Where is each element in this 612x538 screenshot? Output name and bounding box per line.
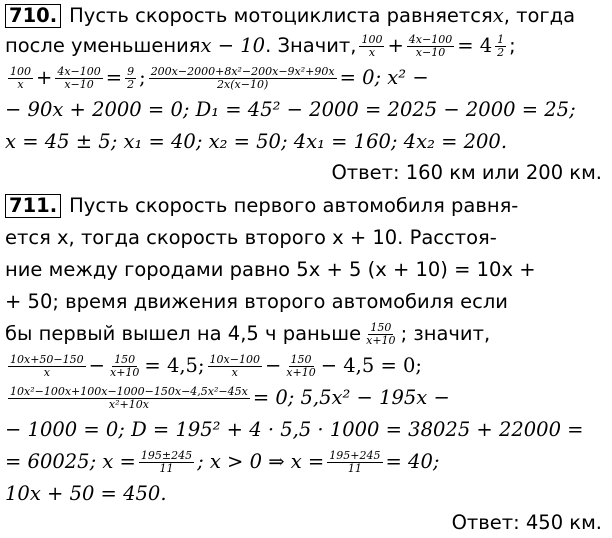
op: = 4 bbox=[457, 34, 493, 57]
text: ; bbox=[509, 34, 516, 57]
op: ; bbox=[139, 66, 146, 89]
expr: = 40; bbox=[385, 450, 440, 473]
fraction: $\frac{\text{200x−2000+8x²−200x−9x²+90x}}{2x(x-10)}$ bbox=[150, 64, 335, 91]
p711-line-5 bbox=[5, 320, 490, 348]
fraction: $\frac{100}{x}$ bbox=[10, 64, 31, 91]
problem-number-711: 711. bbox=[5, 194, 61, 218]
text: бы первый вышел на 4,5 ч раньше bbox=[5, 322, 362, 345]
op: = bbox=[105, 66, 123, 89]
op: − bbox=[88, 354, 105, 377]
op: − bbox=[264, 354, 282, 377]
p711-line-3: ние между городами равно 5x + 5 (x + 10) = 10x + bbox=[5, 258, 536, 281]
fraction: $\frac{195+245}{11}$ bbox=[329, 448, 381, 475]
text: . Значит, bbox=[265, 34, 357, 57]
p711-line-1 bbox=[5, 192, 518, 220]
expr: x − 10 bbox=[200, 34, 266, 57]
p711-line-9 bbox=[5, 448, 439, 476]
p711-line-4: + 50; время движения второго автомобиля если bbox=[5, 290, 508, 313]
fraction: $\frac{150}{x+10}$ bbox=[366, 320, 396, 347]
op: − 4,5 = 0; bbox=[320, 354, 422, 377]
op: + bbox=[387, 34, 404, 57]
p710-line-1 bbox=[5, 2, 575, 30]
expr: ; x > 0 ⇒ x = bbox=[197, 450, 325, 473]
p711-line-8: − 1000 = 0; D = 195² + 4 · 5,5 · 1000 = 38025 + 22000 = bbox=[5, 418, 584, 441]
problem-number-710: 710. bbox=[5, 4, 61, 28]
p710-line-3 bbox=[5, 64, 429, 92]
p711-line-7 bbox=[5, 384, 450, 412]
p711-line-2: ется x, тогда скорость второго x + 10. Расстоя- bbox=[5, 226, 497, 249]
op: = 4,5; bbox=[144, 354, 205, 377]
p710-line-2 bbox=[5, 32, 516, 60]
text: Пусть скорость мотоциклиста равняется bbox=[69, 4, 493, 27]
p710-line-5: x = 45 ± 5; x₁ = 40; x₂ = 50; 4x₁ = 160; 4x₂ = 200. bbox=[5, 130, 508, 153]
answer-710: Ответ: 160 км или 200 км. bbox=[331, 161, 602, 184]
p710-line-4: − 90x + 2000 = 0; D₁ = 45² − 2000 = 2025 − 2000 = 25; bbox=[5, 98, 576, 121]
fraction: $\frac{1}{2}$ bbox=[497, 32, 505, 59]
fraction: $\frac{4x-100}{x-10}$ bbox=[408, 32, 453, 59]
fraction: $\frac{9}{2}$ bbox=[127, 64, 135, 91]
fraction: $\frac{10x-100}{x}$ bbox=[209, 352, 260, 379]
fraction: $\frac{100}{x}$ bbox=[361, 32, 383, 59]
fraction: $\frac{10x+50-150}{x}$ bbox=[10, 352, 84, 379]
p711-line-10: 10x + 50 = 450. bbox=[5, 482, 167, 505]
p711-line-6 bbox=[5, 352, 422, 380]
fraction: $\frac{150}{x+10}$ bbox=[109, 352, 140, 379]
text: после уменьшения bbox=[5, 34, 201, 57]
fraction: $\frac{4x-100}{x-10}$ bbox=[57, 64, 101, 91]
text: ; значит, bbox=[400, 322, 491, 345]
expr: = 0; x² − bbox=[339, 66, 429, 89]
fraction: $\frac{\text{10x²−100x+100x−1000−150x−4,5x²−45x}}{\text{x²+10x}}$ bbox=[10, 384, 248, 411]
answer-711: Ответ: 450 км. bbox=[451, 511, 602, 534]
expr: = 60025; x = bbox=[5, 450, 136, 473]
fraction: $\frac{150}{x+10}$ bbox=[286, 352, 316, 379]
op: + bbox=[36, 66, 53, 89]
expr: = 0; 5,5x² − 195x − bbox=[252, 386, 450, 409]
text: , тогда bbox=[503, 4, 576, 27]
fraction: $\frac{195\pm 245}{11}$ bbox=[140, 448, 193, 475]
text: Пусть скорость первого автомобиля равня- bbox=[69, 194, 519, 217]
var: x bbox=[492, 4, 504, 27]
